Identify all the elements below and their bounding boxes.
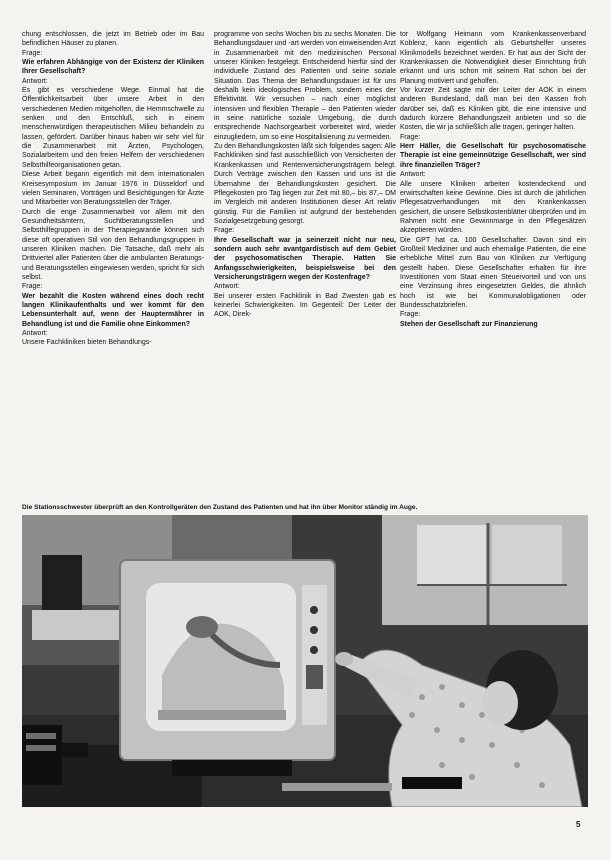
answer-paragraph: Diese Arbeit begann eigentlich mit dem internationalen Kreisesymposium im Januar 1976 in Düsseldorf und vielen Seminaren, Vorträgen und Besichtigungen für Ärzte und Mitarbeiter von Beratungsstellen der Träger.	[22, 171, 204, 207]
answer-paragraph: Die GPT hat ca. 100 Gesellschafter. Davon sind ein Großteil Mediziner und auch ehemalige Patienten, die eine erhebliche Mittel zum Bau von Kliniken zur Verfügung gestellt haben. Diese Gesellschafter erhalten für ihre Investitionen vom Staat einen Steuervorteil und von uns eine Verzinsung ihres eingesetzten Geldes, die ähnlich hoch ist wie bei Kommunalobligationen oder Bundesschatzbriefen.	[400, 236, 586, 309]
answer-label: Antwort:	[22, 77, 48, 85]
question: Wer bezahlt die Kosten während eines doch recht langen Klinikaufenthalts und wer kommt für den Lebensunterhalt auf, wenn der Hauptermährer in Behandlung ist und die Familie ohne Einkommen?	[22, 292, 204, 328]
photo-illustration	[22, 515, 588, 807]
question-label: Frage:	[22, 283, 43, 291]
paragraph: tor Wolfgang Heimann vom Krankenkassenverband Koblenz, kann eigentlich als Geburtshelfer unseres Klinikmodells bezeichnet werden. Er hat aus der Sicht der Krankenkassen die Notwendigkeit dieser Einrichtung früh erkannt und uns schon mit seinem Rat schon bei der Planung motiviert und geholfen.	[400, 31, 586, 85]
answer-paragraph: Unsere Fachkliniken bieten Behandlungs-	[22, 339, 152, 347]
paragraph: Zu den Behandlungskosten läßt sich folgendes sagen: Alle Fachkliniken sind fast ausschließlich von Versicherten der Krankenkassen und Rentenversicherungsträgern belegt. Durch Verträge zwischen den Kassen und uns ist die Übernahme der Behandlungskosten gesichert. Die Pflegekosten pro Tag liegen zur Zeit mit 80,– bis 87,– DM im Vergleich mit anderen Institutionen dieser Art relativ günstig. Für die Familien ist aufgrund der bestehenden Sozialgesetzgebung gesorgt.	[214, 143, 396, 225]
question-label: Frage:	[400, 133, 421, 141]
page-number: 5	[576, 820, 581, 829]
paragraph: programme von sechs Wochen bis zu sechs Monaten. Die Behandlungsdauer und -art werden von einweisenden Arzt in Zusammenarbeit mit den medizinischen Personal unserer Kliniken festgelegt. Entscheidend hierfür sind der individuelle Zustand des Patienten und seine soziale Situation. Das Thema der Behandlungsdauer ist für uns deshalb kein ideologisches Problem, sondern eines der Effektivität. Wir versuchen – nach einer möglichst intensiven und flexiblen Therapie – den Patienten wieder in seine natürliche soziale Umgebung, die durch entsprechende Nachsorgearbeit vorbereitet wird, wieder einzugliedern, um so eine Hospitalisierung zu vermeiden.	[214, 31, 396, 141]
answer-paragraph: Durch die enge Zusammenarbeit vor allem mit den Gesundheitsämtern, Suchtberatungsstellen und Selbsthilfegruppen in der Therapiegarantie können sich diese oft operativen Stil von den Behandlungsgruppen in unseren Kliniken machen. Die Tatsache, daß mehr als Drittviertel aller Patienten über die ambulanten Beratungs- und Beratungsstellen eingewiesen werden, spricht für sich selbst.	[22, 208, 204, 281]
answer-paragraph: Es gibt es verschiedene Wege. Einmal hat die Öffentlichkeitsarbeit über unsere Arbeit in den verschiedenen Medien mitgeholfen, die Hemmschwelle zu senken und den Entschluß, sich in einem menschenwürdigen therapeutischen Milieu behandeln zu lassen, gefördert. Darüber hinaus haben wir sehr viel für die Zusammenarbeit mit Ärzten, Psychologen, Sozialarbeitern und den freien Helfern der verschiedenen Selbsthilfeorganisationen getan.	[22, 87, 204, 169]
answer-label: Antwort:	[22, 330, 48, 337]
answer-label: Antwort:	[400, 171, 426, 179]
text-column-3	[400, 30, 586, 498]
text-column-2	[214, 30, 396, 498]
text-column-1	[22, 30, 204, 498]
question: Wie erfahren Abhängige von der Existenz der Kliniken Ihrer Gesellschaft?	[22, 59, 204, 76]
answer-label: Antwort:	[214, 283, 240, 291]
answer-paragraph: Bei unserer ersten Fachklinik in Bad Zwesten gab es keinerlei Schwierigkeiten. Im Gegenteil: Der Leiter der AOK, Direk-	[214, 292, 396, 319]
question-label: Frage:	[214, 227, 235, 235]
answer-paragraph: Alle unsere Kliniken arbeiten kostendeckend und erwirtschaften keine Gewinne. Dies ist durch die jährlichen Pflegesatzverhandlungen mit den Krankenkassen gesichert, die unsere Selbstkostenblätter überprüfen und im Rahmen nicht eine Gewinnmarge in den Pflegesätzen akzeptieren würden.	[400, 180, 586, 235]
paragraph: chung entschlossen, die jetzt im Betrieb oder im Bau befindlichen Häuser zu planen.	[22, 31, 204, 48]
question: Ihre Gesellschaft war ja seinerzeit nicht nur neu, sondern auch sehr avantgardistisch auf dem Gebiet der psychosomatischen Therapie. Hatten Sie Anfangsschwierigkeiten, beispielsweise bei den Versicherungsträgern wegen der Kostenfrage?	[214, 236, 396, 281]
question-label: Frage:	[22, 49, 43, 57]
photo-monitor-nurse	[22, 515, 588, 807]
paragraph: Vor kurzer Zeit sagte mir der Leiter der AOK in einem anderen Bundesland, daß man bei den Kassen froh darüber sei, daß es Kliniken gibt, die eine intensive und dadurch kürzere Behandlungszeit anbieten und so die Kosten, die wir ja schließlich alle tragen, geringer halten.	[400, 87, 586, 132]
question-label: Frage:	[400, 311, 421, 319]
question: Stehen der Gesellschaft zur Finanzierung	[400, 320, 538, 328]
question: Herr Häller, die Gesellschaft für psychosomatische Therapie ist eine gemeinnützige Gesellschaft, wer sind ihre finanziellen Träger?	[400, 143, 586, 169]
photo-caption: Die Stationsschwester überprüft an den Kontrollgeräten den Zustand des Patienten und hat ihn über Monitor ständig im Auge.	[22, 504, 418, 511]
